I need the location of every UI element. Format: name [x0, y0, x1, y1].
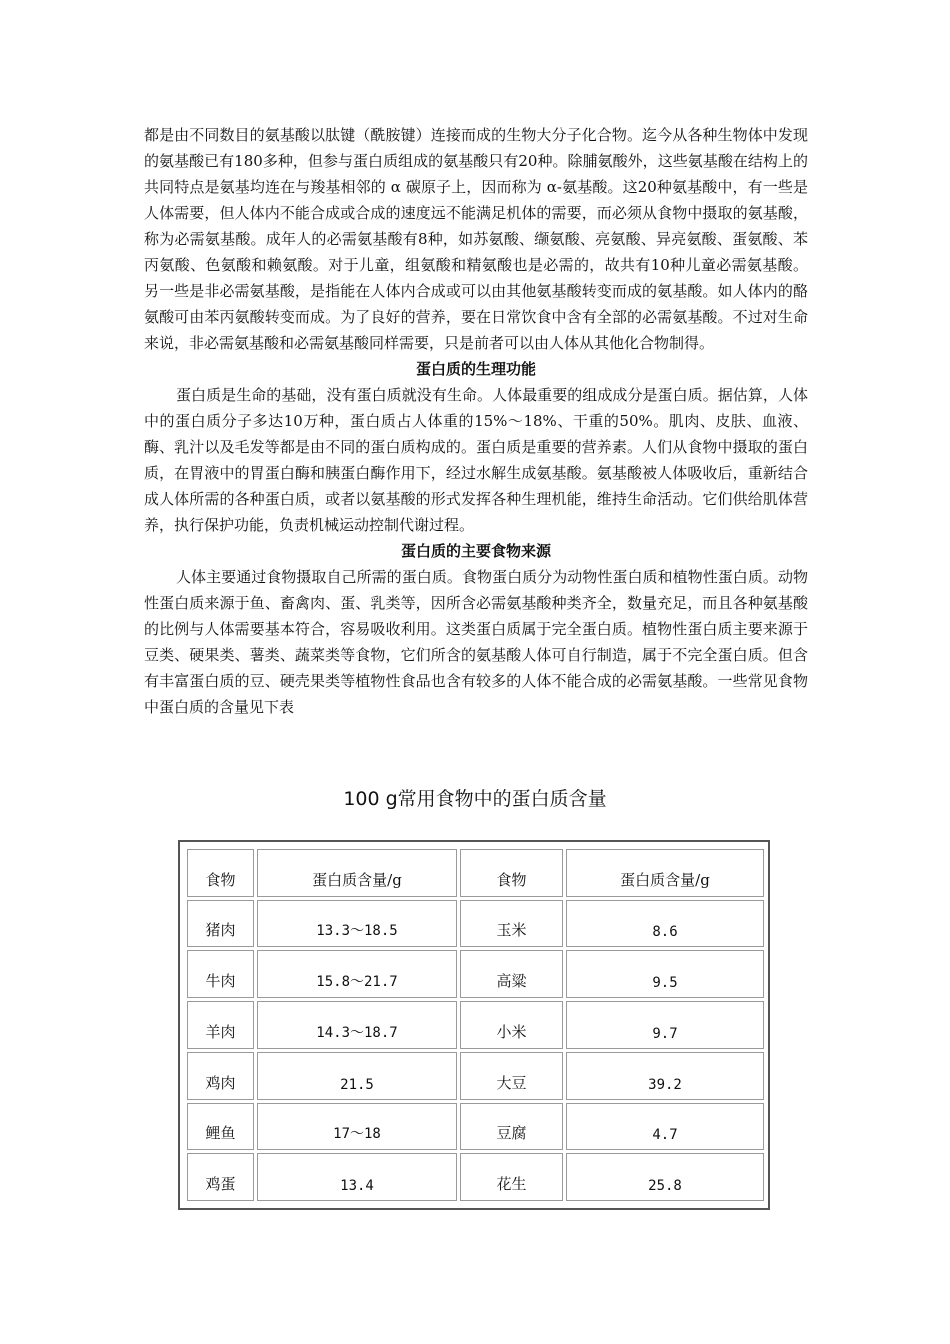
- table-cell-value: 8.6: [566, 900, 764, 948]
- table-cell-food: 花生: [460, 1153, 563, 1201]
- paragraph-physiological-function: 蛋白质是生命的基础，没有蛋白质就没有生命。人体最重要的组成成分是蛋白质。据估算，人体中的蛋白质分子多达10万种，蛋白质占人体重的15%～18%、干重的50%。肌肉、皮肤、血液、酶、乳汁以及毛发等都是由不同的蛋白质构成的。蛋白质是重要的营养素。人们从食物中摄取的蛋白质，在胃液中的胃蛋白酶和胰蛋白酶作用下，经过水解生成氨基酸。氨基酸被人体吸收后，重新结合成人体所需的各种蛋白质，或者以氨基酸的形式发挥各种生理机能，维持生命活动。它们供给肌体营养，执行保护功能，负责机械运动控制代谢过程。: [144, 386, 808, 534]
- table-row: [187, 900, 764, 948]
- table-cell-food: 牛肉: [187, 950, 254, 998]
- header-protein: 蛋白质含量/g: [566, 849, 764, 897]
- table-cell-food: 羊肉: [187, 1001, 254, 1049]
- table-header-row: [187, 849, 764, 897]
- protein-table-frame: [178, 840, 770, 1210]
- document-body: [144, 122, 808, 720]
- table-cell-value: 25.8: [566, 1153, 764, 1201]
- table-cell-food: 鸡肉: [187, 1052, 254, 1100]
- table-cell-food: 小米: [460, 1001, 563, 1049]
- table-cell-value: 9.7: [566, 1001, 764, 1049]
- table-cell-food: 鸡蛋: [187, 1153, 254, 1201]
- heading-food-sources: 蛋白质的主要食物来源: [400, 542, 551, 560]
- table-row: [187, 1153, 764, 1201]
- table-cell-value: 13.3～18.5: [257, 900, 457, 948]
- table-cell-value: 4.7: [566, 1103, 764, 1151]
- header-protein: 蛋白质含量/g: [257, 849, 457, 897]
- table-cell-value: 21.5: [257, 1052, 457, 1100]
- table-cell-food: 猪肉: [187, 900, 254, 948]
- header-food: 食物: [460, 849, 563, 897]
- table-cell-value: 15.8～21.7: [257, 950, 457, 998]
- protein-table: [184, 846, 767, 1204]
- heading-physiological-function: 蛋白质的生理功能: [415, 360, 536, 378]
- table-cell-food: 豆腐: [460, 1103, 563, 1151]
- table-row: [187, 1103, 764, 1151]
- table-row: [187, 1001, 764, 1049]
- paragraph-food-sources: 人体主要通过食物摄取自己所需的蛋白质。食物蛋白质分为动物性蛋白质和植物性蛋白质。动物性蛋白质来源于鱼、畜禽肉、蛋、乳类等，因所含必需氨基酸种类齐全，数量充足，而且各种氨基酸的比例与人体需要基本符合，容易吸收利用。这类蛋白质属于完全蛋白质。植物性蛋白质主要来源于豆类、硬果类、薯类、蔬菜类等食物，它们所含的氨基酸人体可自行制造，属于不完全蛋白质。但含有丰富蛋白质的豆、硬壳果类等植物性食品也含有较多的人体不能合成的必需氨基酸。一些常见食物中蛋白质的含量见下表: [144, 568, 808, 716]
- table-cell-value: 17～18: [257, 1103, 457, 1151]
- table-row: [187, 950, 764, 998]
- table-cell-value: 13.4: [257, 1153, 457, 1201]
- table-cell-value: 14.3～18.7: [257, 1001, 457, 1049]
- table-cell-food: 高粱: [460, 950, 563, 998]
- table-cell-value: 39.2: [566, 1052, 764, 1100]
- table-cell-food: 玉米: [460, 900, 563, 948]
- table-title: 100 g常用食物中的蛋白质含量: [343, 788, 607, 810]
- table-cell-value: 9.5: [566, 950, 764, 998]
- header-food: 食物: [187, 849, 254, 897]
- table-cell-food: 大豆: [460, 1052, 563, 1100]
- table-cell-food: 鲤鱼: [187, 1103, 254, 1151]
- table-row: [187, 1052, 764, 1100]
- paragraph-amino-acids: 都是由不同数目的氨基酸以肽键（酰胺键）连接而成的生物大分子化合物。迄今从各种生物体中发现的氨基酸已有180多种，但参与蛋白质组成的氨基酸只有20种。除脯氨酸外，这些氨基酸在结构上的共同特点是氨基均连在与羧基相邻的 α 碳原子上，因而称为 α-氨基酸。这20种氨基酸中，有一些是人体需要，但人体内不能合成或合成的速度远不能满足机体的需要，而必须从食物中摄取的氨基酸，称为必需氨基酸。成年人的必需氨基酸有8种，如苏氨酸、缬氨酸、亮氨酸、异亮氨酸、蛋氨酸、苯丙氨酸、色氨酸和赖氨酸。对于儿童，组氨酸和精氨酸也是必需的，故共有10种儿童必需氨基酸。另一些是非必需氨基酸，是指能在人体内合成或可以由其他氨基酸转变而成的氨基酸。如人体内的酪氨酸可由苯丙氨酸转变而成。为了良好的营养，要在日常饮食中含有全部的必需氨基酸。不过对生命来说，非必需氨基酸和必需氨基酸同样需要，只是前者可以由人体从其他化合物制得。: [144, 126, 808, 352]
